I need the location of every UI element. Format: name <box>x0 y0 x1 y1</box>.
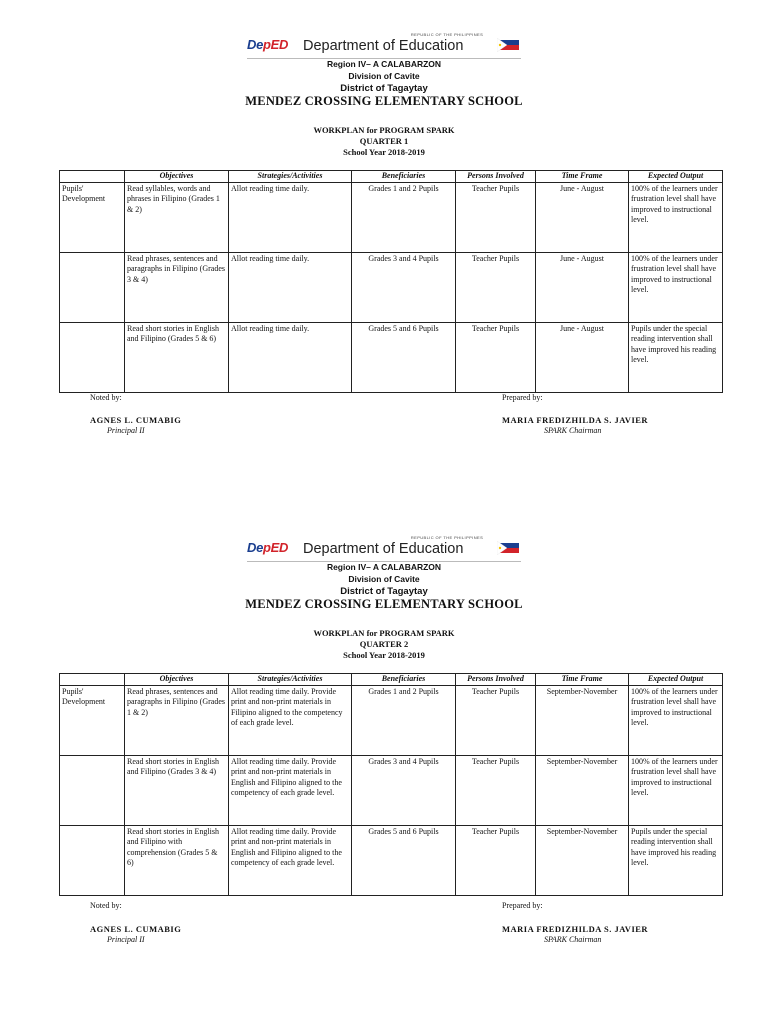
time-frame-cell: June - August <box>536 322 629 392</box>
republic-label: REPUBLIC OF THE PHILIPPINES <box>410 32 484 37</box>
column-header: Strategies/Activities <box>229 674 352 686</box>
objective-cell: Read syllables, words and phrases in Filipino (Grades 1 & 2) <box>125 182 229 252</box>
output-cell: Pupils under the special reading intervention shall have improved his reading level. <box>629 825 723 895</box>
beneficiaries-cell: Grades 1 and 2 Pupils <box>352 685 456 755</box>
column-header <box>60 674 125 686</box>
district-label: District of Tagaytay <box>340 586 428 597</box>
table-row <box>60 755 723 825</box>
persons-cell: Teacher Pupils <box>456 685 536 755</box>
time-frame-cell: September-November <box>536 685 629 755</box>
quarter-label: QUARTER 1 <box>359 136 409 146</box>
prepared-by-role: SPARK Chairman <box>544 426 602 435</box>
column-header: Time Frame <box>536 171 629 183</box>
deped-logo: DepED <box>247 540 289 555</box>
time-frame-cell: June - August <box>536 182 629 252</box>
strategy-cell: Allot reading time daily. <box>229 322 352 392</box>
noted-by-name: AGNES L. CUMABIG <box>90 924 182 934</box>
persons-cell: Teacher Pupils <box>456 825 536 895</box>
deped-banner <box>247 32 521 59</box>
school-name: MENDEZ CROSSING ELEMENTARY SCHOOL <box>245 597 523 611</box>
time-frame-cell: September-November <box>536 755 629 825</box>
prepared-by-label: Prepared by: <box>502 393 543 402</box>
column-header: Strategies/Activities <box>229 171 352 183</box>
strategy-cell: Allot reading time daily. Provide print and non-print materials in Filipino aligned to the competency of each grade level. <box>229 685 352 755</box>
persons-cell: Teacher Pupils <box>456 252 536 322</box>
noted-by-role: Principal II <box>107 426 145 435</box>
noted-by-role: Principal II <box>107 935 145 944</box>
persons-cell: Teacher Pupils <box>456 182 536 252</box>
workplan-title: WORKPLAN for PROGRAM SPARK <box>313 125 455 135</box>
area-cell <box>60 252 125 322</box>
republic-label: REPUBLIC OF THE PHILIPPINES <box>410 535 484 540</box>
beneficiaries-cell: Grades 5 and 6 Pupils <box>352 825 456 895</box>
column-header <box>60 171 125 183</box>
table-row <box>60 182 723 252</box>
table-row <box>60 825 723 895</box>
objective-cell: Read short stories in English and Filipino (Grades 3 & 4) <box>125 755 229 825</box>
objective-cell: Read phrases, sentences and paragraphs in Filipino (Grades 3 & 4) <box>125 252 229 322</box>
department-name: Department of Education <box>303 541 464 557</box>
philippine-flag-icon <box>497 38 519 52</box>
time-frame-cell: June - August <box>536 252 629 322</box>
school-name: MENDEZ CROSSING ELEMENTARY SCHOOL <box>245 94 523 108</box>
persons-cell: Teacher Pupils <box>456 322 536 392</box>
output-cell: Pupils under the special reading intervention shall have improved his reading level. <box>629 322 723 392</box>
school-year-label: School Year 2018-2019 <box>343 147 425 157</box>
area-cell <box>60 755 125 825</box>
area-cell <box>60 322 125 392</box>
beneficiaries-cell: Grades 3 and 4 Pupils <box>352 755 456 825</box>
deped-banner <box>247 535 521 562</box>
department-name: Department of Education <box>303 38 464 54</box>
strategy-cell: Allot reading time daily. Provide print and non-print materials in English and Filipino aligned to the competency of each grade level. <box>229 825 352 895</box>
region-label: Region IV– A CALABARZON <box>326 59 442 69</box>
division-label: Division of Cavite <box>348 574 420 584</box>
output-cell: 100% of the learners under frustration level shall have improved to instructional level. <box>629 685 723 755</box>
column-header: Expected Output <box>629 674 723 686</box>
workplan-title: WORKPLAN for PROGRAM SPARK <box>313 628 455 638</box>
objective-cell: Read short stories in English and Filipino (Grades 5 & 6) <box>125 322 229 392</box>
prepared-by-label: Prepared by: <box>502 901 543 910</box>
output-cell: 100% of the learners under frustration level shall have improved to instructional level. <box>629 182 723 252</box>
district-label: District of Tagaytay <box>340 83 428 94</box>
strategy-cell: Allot reading time daily. <box>229 252 352 322</box>
division-label: Division of Cavite <box>348 71 420 81</box>
table-header-row <box>60 674 723 686</box>
table-header-row <box>60 171 723 183</box>
deped-logo: DepED <box>247 37 289 52</box>
area-cell <box>60 825 125 895</box>
strategy-cell: Allot reading time daily. Provide print and non-print materials in English and Filipino aligned to the competency of each grade level. <box>229 755 352 825</box>
area-cell: Pupils' Development <box>60 685 125 755</box>
column-header: Objectives <box>125 171 229 183</box>
workplan-table <box>59 170 723 393</box>
column-header: Time Frame <box>536 674 629 686</box>
noted-by-label: Noted by: <box>90 901 122 910</box>
time-frame-cell: September-November <box>536 825 629 895</box>
prepared-by-name: MARIA FREDIZHILDA S. JAVIER <box>502 415 649 425</box>
table-row <box>60 252 723 322</box>
noted-by-label: Noted by: <box>90 393 122 402</box>
beneficiaries-cell: Grades 5 and 6 Pupils <box>352 322 456 392</box>
strategy-cell: Allot reading time daily. <box>229 182 352 252</box>
school-year-label: School Year 2018-2019 <box>343 650 425 660</box>
objective-cell: Read phrases, sentences and paragraphs in Filipino (Grades 1 & 2) <box>125 685 229 755</box>
objective-cell: Read short stories in English and Filipino with comprehension (Grades 5 & 6) <box>125 825 229 895</box>
region-label: Region IV– A CALABARZON <box>326 562 442 572</box>
column-header: Beneficiaries <box>352 171 456 183</box>
column-header: Persons Involved <box>456 674 536 686</box>
column-header: Objectives <box>125 674 229 686</box>
output-cell: 100% of the learners under frustration level shall have improved to instructional level. <box>629 755 723 825</box>
column-header: Beneficiaries <box>352 674 456 686</box>
column-header: Expected Output <box>629 171 723 183</box>
column-header: Persons Involved <box>456 171 536 183</box>
philippine-flag-icon <box>497 541 519 555</box>
beneficiaries-cell: Grades 1 and 2 Pupils <box>352 182 456 252</box>
persons-cell: Teacher Pupils <box>456 755 536 825</box>
workplan-table <box>59 673 723 896</box>
quarter-label: QUARTER 2 <box>359 639 409 649</box>
beneficiaries-cell: Grades 3 and 4 Pupils <box>352 252 456 322</box>
prepared-by-role: SPARK Chairman <box>544 935 602 944</box>
area-cell: Pupils' Development <box>60 182 125 252</box>
table-row <box>60 685 723 755</box>
prepared-by-name: MARIA FREDIZHILDA S. JAVIER <box>502 924 649 934</box>
table-row <box>60 322 723 392</box>
noted-by-name: AGNES L. CUMABIG <box>90 415 182 425</box>
output-cell: 100% of the learners under frustration level shall have improved to instructional level. <box>629 252 723 322</box>
